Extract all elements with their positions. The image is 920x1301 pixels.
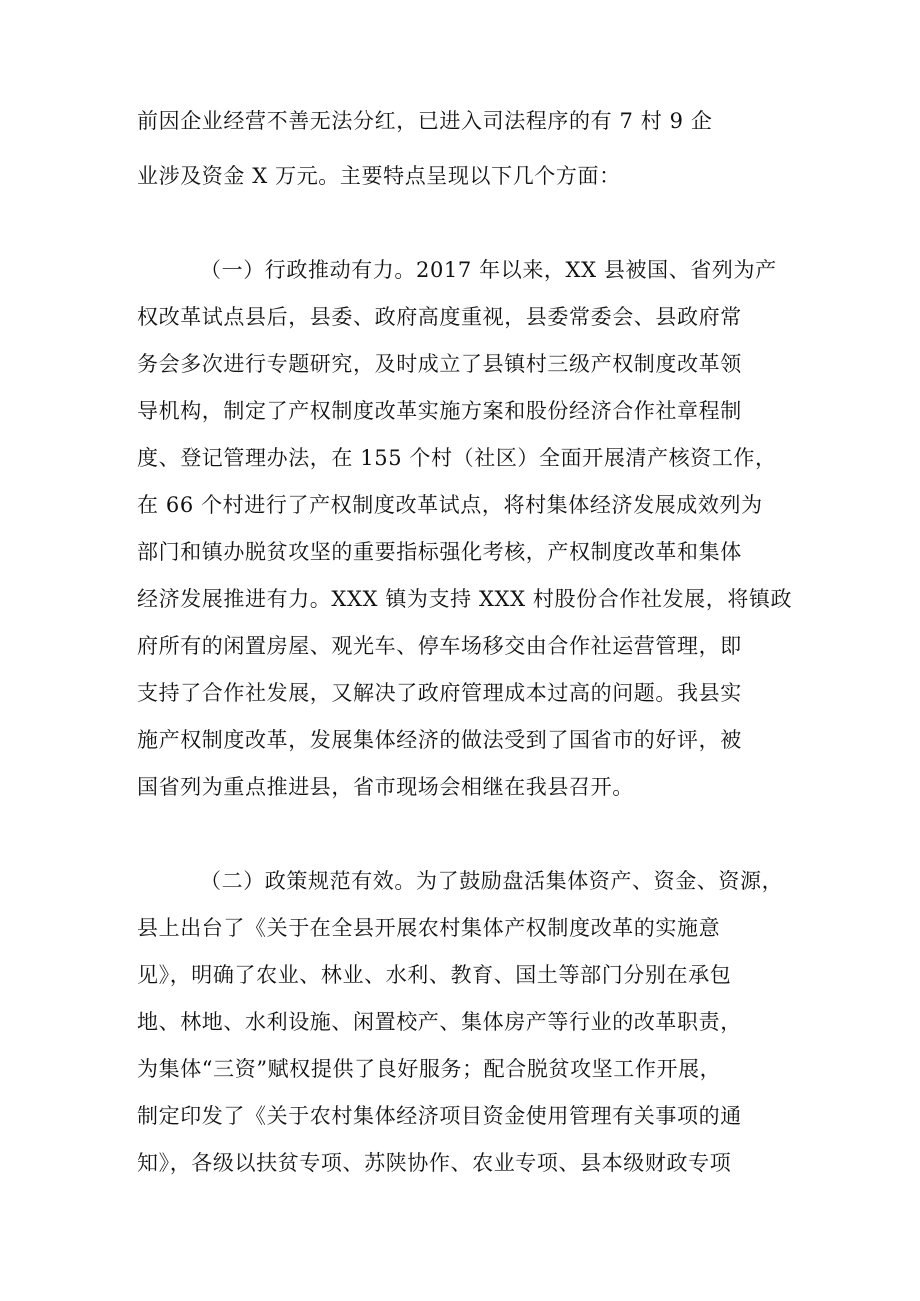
text-line-13: 施产权制度改革，发展集体经济的做法受到了国省市的好评，被: [137, 728, 742, 752]
text-line-8: 在 66 个村进行了产权制度改革试点，将村集体经济发展成效列为: [137, 493, 763, 517]
text-line-7: 度、登记管理办法，在 155 个村（社区）全面开展清产核资工作，: [137, 446, 777, 470]
text-line-12: 支持了合作社发展，又解决了政府管理成本过高的问题。我县实: [137, 681, 742, 705]
text-line-5: 务会多次进行专题研究，及时成立了县镇村三级产权制度改革领: [137, 352, 742, 376]
text-line-10: 经济发展推进有力。XXX 镇为支持 XXX 村股份合作社发展，将镇政: [137, 587, 793, 611]
text-line-6: 导机构，制定了产权制度改革实施方案和股份经济合作社章程制: [137, 399, 742, 423]
text-line-14: 国省列为重点推进县，省市现场会相继在我县召开。: [137, 775, 634, 799]
text-line-4: 权改革试点县后，县委、政府高度重视，县委常委会、县政府常: [137, 305, 742, 329]
text-line-20: 制定印发了《关于农村集体经济项目资金使用管理有关事项的通: [137, 1104, 742, 1128]
text-line-21: 知》，各级以扶贫专项、苏陕协作、农业专项、县本级财政专项: [137, 1151, 732, 1175]
text-line-2: 业涉及资金 X 万元。主要特点呈现以下几个方面：: [137, 164, 621, 188]
text-line-11: 府所有的闲置房屋、观光车、停车场移交由合作社运营管理，即: [137, 634, 742, 658]
text-line-1: 前因企业经营不善无法分红，已进入司法程序的有 7 村 9 企: [137, 109, 713, 133]
text-line-16: 县上出台了《关于在全县开展农村集体产权制度改革的实施意: [137, 916, 721, 940]
text-line-18: 地、林地、水利设施、闲置校产、集体房产等行业的改革职责，: [137, 1010, 742, 1034]
paragraph-2-heading-line: （二）政策规范有效。为了鼓励盘活集体资产、资金、资源，: [200, 869, 784, 893]
text-line-9: 部门和镇办脱贫攻坚的重要指标强化考核，产权制度改革和集体: [137, 540, 742, 564]
paragraph-1-heading-line: （一）行政推动有力。2017 年以来，XX 县被国、省列为产: [200, 258, 777, 282]
text-line-17: 见》，明确了农业、林业、水利、教育、国土等部门分别在承包: [137, 963, 732, 987]
text-line-19: 为集体“三资”赋权提供了良好服务；配合脱贫攻坚工作开展，: [137, 1057, 722, 1081]
